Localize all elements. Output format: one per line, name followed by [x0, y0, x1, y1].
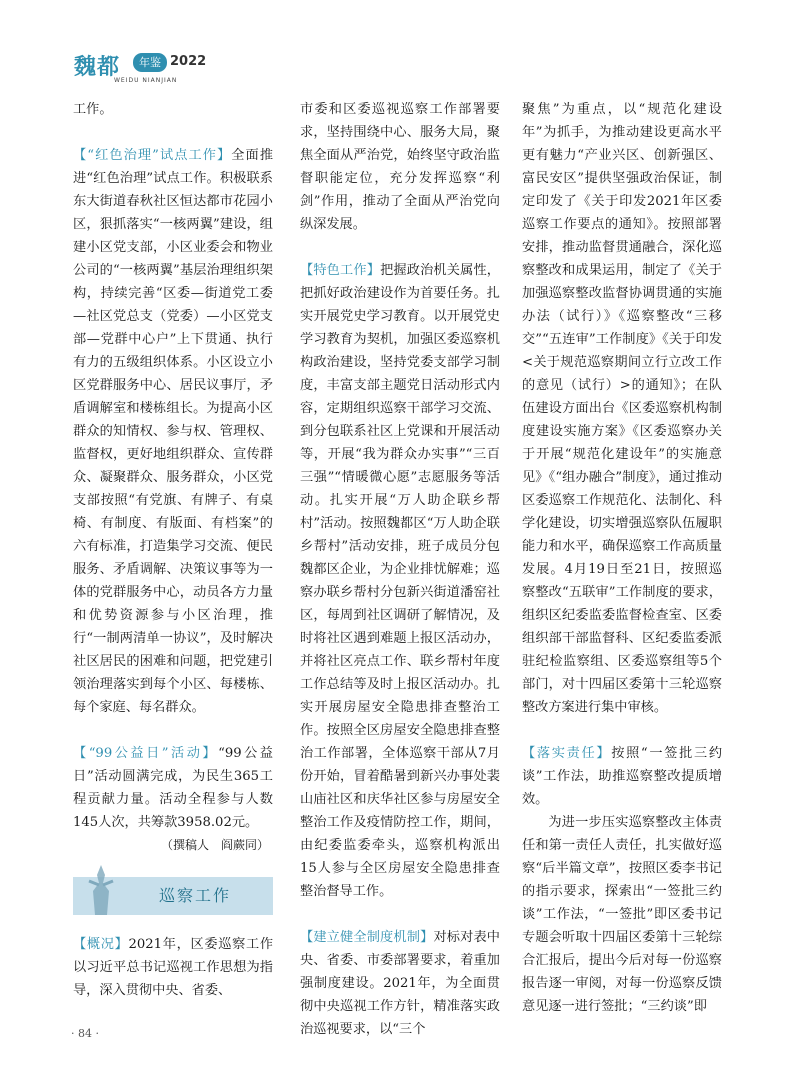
entry-heading: 【落实责任】	[522, 746, 612, 761]
entry-heading: 【“红色治理”试点工作】	[73, 148, 232, 163]
header-pinyin: WEIDU NIANJIAN	[114, 77, 178, 84]
header-year: 2022	[170, 54, 207, 69]
paragraph-overview	[73, 933, 273, 1002]
page-number: · 84 ·	[71, 1027, 99, 1040]
column-left	[73, 98, 273, 1002]
entry-heading: 【“99公益日”活动】	[73, 746, 219, 761]
paragraph-text: 2021年，区委巡察工作以习近平总书记巡视工作思想为指导，深入贯彻中央、省委、	[73, 937, 274, 998]
paragraph-institution	[300, 926, 500, 1041]
author-signature: （撰稿人 阎蕨同）	[160, 838, 269, 852]
paragraph-continuation: 聚焦”为重点，以“规范化建设年”为抓手，为推动建设更高水平更有魅力“产业兴区、创新强区、富民安区”提供坚强政治保证，制定印发了《关于印发2021年区委巡察工作要点的通知》。按照部署安排，推动监督贯通融合，深化巡察整改和成果运用，制定了《关于加强巡察整改监督协调贯通的实施办法（试行）》《巡察整改“三移交”“五连审”工作制度》《关于印发<关于规范巡察期间立行立改工作的意见（试行）>的通知》；在队伍建设方面出台《区委巡察机构制度建设实施方案》《区委巡察办关于开展“规范化建设年”的实施意见》《“组办融合”制度》，通过推动区委巡察工作规范化、法制化、科学化建设，切实增强巡察队伍履职能力和水平，确保巡察工作高质量发展。4月19日至21日，按照巡察整改“五联审”工作制度的要求，组织区纪委监委监督检查室、区委组织部干部监督科、区纪委监委派驻纪检监察组、区委巡察组等5个部门，对十四届区委第十三轮巡察整改方案进行集中审核。	[522, 102, 722, 715]
paragraph-text: 按照“一签批三约谈”工作法，助推巡察整改提质增效。	[522, 746, 723, 807]
paragraph-text: 全面推进“红色治理”试点工作。积极联系东大街道春秋社区恒达都市花园小区，狠抓落实“一核两翼”建设，组建小区党支部，小区业委会和物业公司的“一核两翼”基层治理组织架构，持续完善“区委—街道党工委—社区党总支（党委）—小区党支部—党群中心户”上下贯通、执行有力的五级组织体系。小区设立小区党群服务中心、居民议事厅，矛盾调解室和楼栋组长。为提高小区群众的知情权、参与权、管理权、监督权，更好地组织群众、宣传群众、凝聚群众、服务群众，小区党支部按照“有党旗、有牌子、有桌椅、有制度、有版面、有档案”的六有标准，打造集学习交流、便民服务、矛盾调解、决策议事等为一体的党群服务中心，动员各方力量和优势资源参与小区治理，推行“一制两清单一协议”，及时解决社区居民的困难和问题，把党建引领治理落实到每个小区、每楼栋、每个家庭、每名群众。	[73, 148, 274, 715]
paragraph-continuation: 工作。	[73, 102, 113, 117]
yearbook-header	[74, 50, 294, 94]
brand-title: 魏都	[74, 55, 121, 80]
column-middle	[300, 98, 500, 1041]
section-banner	[73, 877, 273, 915]
paragraph-text: 把握政治机关属性，把抓好政治建设作为首要任务。扎实开展党史学习教育。以开展党史学习教育为契机，加强区委巡察机构政治建设，坚持党委支部学习制度，丰富支部主题党日活动形式内容，定期组织巡察干部学习交流、到分包联系社区上党课和开展活动等，开展“我为群众办实事”“三百三强”“情暖微心愿”志愿服务等活动。扎实开展“万人助企联乡帮村”活动。按照魏都区“万人助企联乡帮村”活动安排，班子成员分包魏都区企业，为企业排忧解难；巡察办联乡帮村分包新兴街道潘窑社区，每周到社区调研了解情况，及时将社区遇到难题上报区活动办，并将社区亮点工作、联乡帮村年度工作总结等及时上报区活动办。扎实开展房屋安全隐患排查整治工作。按照全区房屋安全隐患排查整治工作部署，全体巡察干部从7月份开始，冒着酷暑到新兴办事处裴山庙社区和庆华社区参与房屋安全整治工作及疫情防控工作，期间，由纪委监委牵头，巡察机构派出15人参与全区房屋安全隐患排查整治督导工作。	[300, 263, 500, 899]
entry-heading: 【建立健全制度机制】	[300, 930, 434, 945]
paragraph-responsibility	[522, 742, 722, 811]
statue-illustration	[79, 861, 123, 915]
paragraph-special-work	[300, 259, 500, 903]
paragraph-text: “99公益日”活动圆满完成，为民生365工程贡献力量。活动全程参与人数145人次，共筹款3958.02元。	[73, 746, 273, 830]
entry-heading: 【特色工作】	[300, 263, 381, 278]
section-title: 巡察工作	[159, 886, 232, 905]
paragraph-99-charity	[73, 742, 273, 834]
entry-heading: 【概况】	[73, 937, 129, 952]
paragraph-continuation: 市委和区委巡视巡察工作部署要求，坚持围绕中心、服务大局，聚焦全面从严治党，始终坚守政治监督职能定位，充分发挥巡察“利剑”作用，推动了全面从严治党向纵深发展。	[300, 102, 500, 232]
paragraph-red-governance	[73, 144, 273, 719]
paragraph-text: 对标对表中央、省委、市委部署要求，着重加强制度建设。2021年，为全面贯彻中央巡视工作方针，精准落实政治巡视要求，以“三个	[300, 930, 500, 1037]
paragraph-text: 为进一步压实巡察整改主体责任和第一责任人责任，扎实做好巡察“后半篇文章”，按照区委李书记的指示要求，探索出“一签批三约谈”工作法，“一签批”即区委书记专题会听取十四届区委第十三轮综合汇报后，提出今后对每一份巡察报告逐一审阅，对每一份巡察反馈意见逐一进行签批；“三约谈”即	[522, 815, 722, 1014]
yearbook-badge: 年鉴	[133, 53, 167, 72]
column-right	[522, 98, 722, 1018]
